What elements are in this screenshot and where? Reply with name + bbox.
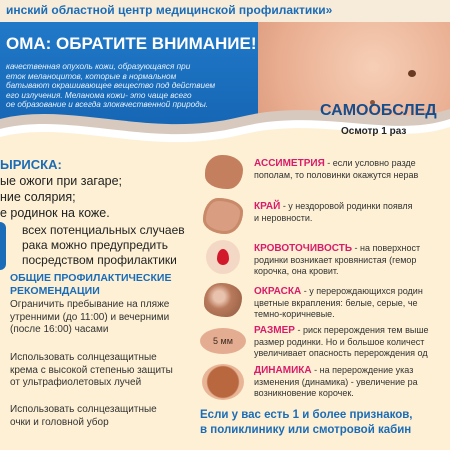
- symptom-bleeding: [254, 243, 420, 278]
- symptom-text: темно-коричневые.: [254, 309, 335, 319]
- rec-line: Использовать солнцезащитные: [10, 404, 157, 415]
- risk-item: е родинок на коже.: [0, 206, 110, 220]
- symptom-title: ОКРАСКА: [254, 286, 302, 297]
- size-mole-icon: [200, 328, 246, 354]
- symptom-title: КРАЙ: [254, 201, 281, 212]
- symptom-text: - на поверхност: [352, 243, 421, 253]
- risk-item: ые ожоги при загаре;: [0, 174, 123, 188]
- footer-call-to-action: [200, 408, 450, 438]
- symptom-asymmetry: [254, 158, 418, 181]
- asymmetry-mole-icon: [205, 155, 243, 189]
- org-name: инский областной центр медицинской профилактики»: [6, 3, 333, 17]
- hero-desc-line: качественная опухоль кожи, образующаяся при: [6, 62, 191, 71]
- hero-desc-line: еток меланоцитов, которые в нормальном: [6, 71, 177, 81]
- symptom-size: [254, 325, 429, 360]
- rec-line: (после 16:00) часами: [10, 324, 109, 335]
- footer-line: Если у вас есть 1 и более признаков,: [200, 409, 413, 421]
- stat-line: посредством профилактики: [22, 253, 177, 267]
- self-exam-subtitle: Осмотр 1 раз: [341, 126, 407, 137]
- risk-list: [0, 173, 122, 221]
- recommendations-title: [10, 272, 171, 298]
- symptom-text: - риск перерождения тем выше: [294, 325, 429, 335]
- symptom-text: родинки возникает кровянистая (гемор: [254, 254, 417, 265]
- header-bar: [0, 0, 450, 22]
- rec-title-line: РЕКОМЕНДАЦИИ: [10, 285, 100, 297]
- hero-desc-line: ое образование и всегда злокачественной природы.: [6, 100, 209, 110]
- stat-marker: [0, 222, 6, 270]
- symptom-text: и неровности.: [254, 212, 313, 223]
- symptom-text: - если условно разде: [324, 158, 416, 168]
- symptom-text: возникновение корочек.: [254, 388, 354, 398]
- symptom-dynamics: [254, 365, 418, 400]
- symptom-text: изменения (динамика) - увеличение ра: [254, 376, 418, 387]
- hero-desc-line: его излучения. Меланома кожи- это чаще всего: [6, 90, 192, 100]
- risk-title: ЫРИСКА:: [0, 157, 62, 172]
- recommendation-item: [10, 404, 157, 429]
- symptom-text: цветные вкрапления: белые, серые, че: [254, 297, 418, 308]
- rec-line: утренними (до 11:00) и вечерними: [10, 311, 170, 323]
- hero-title: ОМА: ОБРАТИТЕ ВНИМАНИЕ!: [6, 34, 257, 53]
- symptom-text: увеличивает опасность перерождения од: [254, 348, 428, 358]
- dynamics-mole-icon: [202, 364, 244, 400]
- size-label: 5 мм: [213, 336, 233, 346]
- rec-line: от ультрафиолетовых лучей: [10, 377, 142, 388]
- symptom-title: АССИМЕТРИЯ: [254, 158, 325, 169]
- symptom-text: корочка, она кровит.: [254, 266, 339, 276]
- bleeding-mole-icon: [206, 240, 240, 274]
- hero-desc-line: батывают окрашивающее вещество под действием: [6, 81, 216, 91]
- rec-line: крема с высокой степенью защиты: [10, 364, 173, 376]
- border-mole-icon: [203, 198, 243, 234]
- symptom-text: пополам, то половинки окажутся нерав: [254, 169, 419, 180]
- self-exam-title: САМООБСЛЕД: [320, 102, 437, 119]
- symptom-text: размер родинки. Но и большое количест: [254, 336, 425, 347]
- symptom-text: - на перерождение указ: [311, 365, 414, 375]
- risk-item: ние солярия;: [0, 190, 76, 204]
- symptom-color: [254, 286, 423, 321]
- rec-title-line: ОБЩИЕ ПРОФИЛАКТИЧЕСКИЕ: [10, 272, 172, 284]
- recommendation-item: [10, 352, 173, 390]
- footer-line: в поликлинику или смотровой кабин: [200, 424, 412, 436]
- stat-line: рака можно предупредить: [22, 238, 168, 252]
- symptom-border: [254, 201, 412, 224]
- color-mole-icon: [204, 283, 242, 317]
- mole-image: [408, 70, 416, 77]
- rec-line: Использовать солнцезащитные: [10, 352, 157, 363]
- prevention-stat: [22, 223, 185, 268]
- blood-drop-icon: [217, 249, 229, 265]
- rec-line: Ограничить пребывание на пляже: [10, 299, 170, 310]
- stat-line: всех потенциальных случаев: [22, 223, 185, 237]
- symptom-title: КРОВОТОЧИВОСТЬ: [254, 243, 353, 254]
- symptom-title: РАЗМЕР: [254, 325, 295, 336]
- recommendation-item: [10, 299, 169, 337]
- symptom-text: - у перерождающихся родин: [301, 286, 423, 296]
- rec-line: очки и головной убор: [10, 416, 109, 428]
- symptom-title: ДИНАМИКА: [254, 365, 312, 376]
- symptom-text: - у нездоровой родинки появля: [280, 201, 413, 211]
